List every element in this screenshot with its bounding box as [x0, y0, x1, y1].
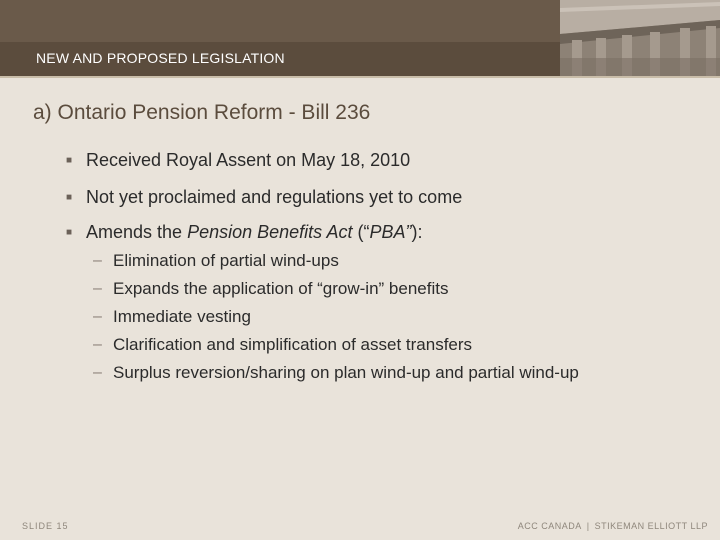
header-architecture-image: [560, 0, 720, 76]
header-title: NEW AND PROPOSED LEGISLATION: [36, 50, 285, 66]
slide-number: SLIDE 15: [22, 521, 69, 531]
bullet-item: [66, 222, 423, 243]
bullet-text-part: ):: [411, 222, 423, 242]
bullet-item: [66, 150, 410, 171]
bullet-text-part: Amends the: [86, 222, 188, 242]
act-name: Pension Benefits Act: [187, 222, 353, 242]
dash-bullet-icon: –: [93, 252, 102, 269]
bullet-text-part: (“: [352, 222, 370, 242]
dash-bullet-icon: –: [93, 280, 102, 297]
dash-bullet-icon: –: [93, 364, 102, 381]
sub-bullet-item: [93, 306, 251, 328]
sub-bullet-text: Elimination of partial wind-ups: [113, 251, 339, 270]
square-bullet-icon: ■: [66, 192, 73, 203]
sub-bullet-item: [93, 278, 448, 300]
sub-bullet-item: [93, 250, 339, 272]
bullet-item: [66, 187, 462, 208]
sub-bullet-text: Surplus reversion/sharing on plan wind-up and partial wind-up: [113, 363, 579, 382]
act-abbreviation: PBA”: [369, 222, 412, 242]
footer-org-right: STIKEMAN ELLIOTT LLP: [594, 521, 708, 531]
bullet-text: Received Royal Assent on May 18, 2010: [86, 150, 411, 170]
footer-organizations: [518, 521, 708, 531]
footer-org-left: ACC CANADA: [517, 521, 582, 531]
dash-bullet-icon: –: [93, 308, 102, 325]
sub-bullet-text: Clarification and simplification of asset transfers: [113, 335, 473, 354]
bullet-text: [86, 222, 423, 243]
footer-separator: |: [586, 521, 590, 531]
sub-bullet-item: [93, 362, 579, 384]
header-divider: [0, 76, 720, 78]
sub-bullet-item: [93, 334, 472, 356]
dash-bullet-icon: –: [93, 336, 102, 353]
square-bullet-icon: ■: [66, 227, 73, 238]
square-bullet-icon: ■: [66, 155, 73, 166]
section-heading: a) Ontario Pension Reform - Bill 236: [33, 101, 371, 124]
bullet-text: Not yet proclaimed and regulations yet to come: [86, 187, 463, 207]
sub-bullet-text: Immediate vesting: [113, 307, 251, 326]
sub-bullet-text: Expands the application of “grow-in” benefits: [113, 279, 449, 298]
